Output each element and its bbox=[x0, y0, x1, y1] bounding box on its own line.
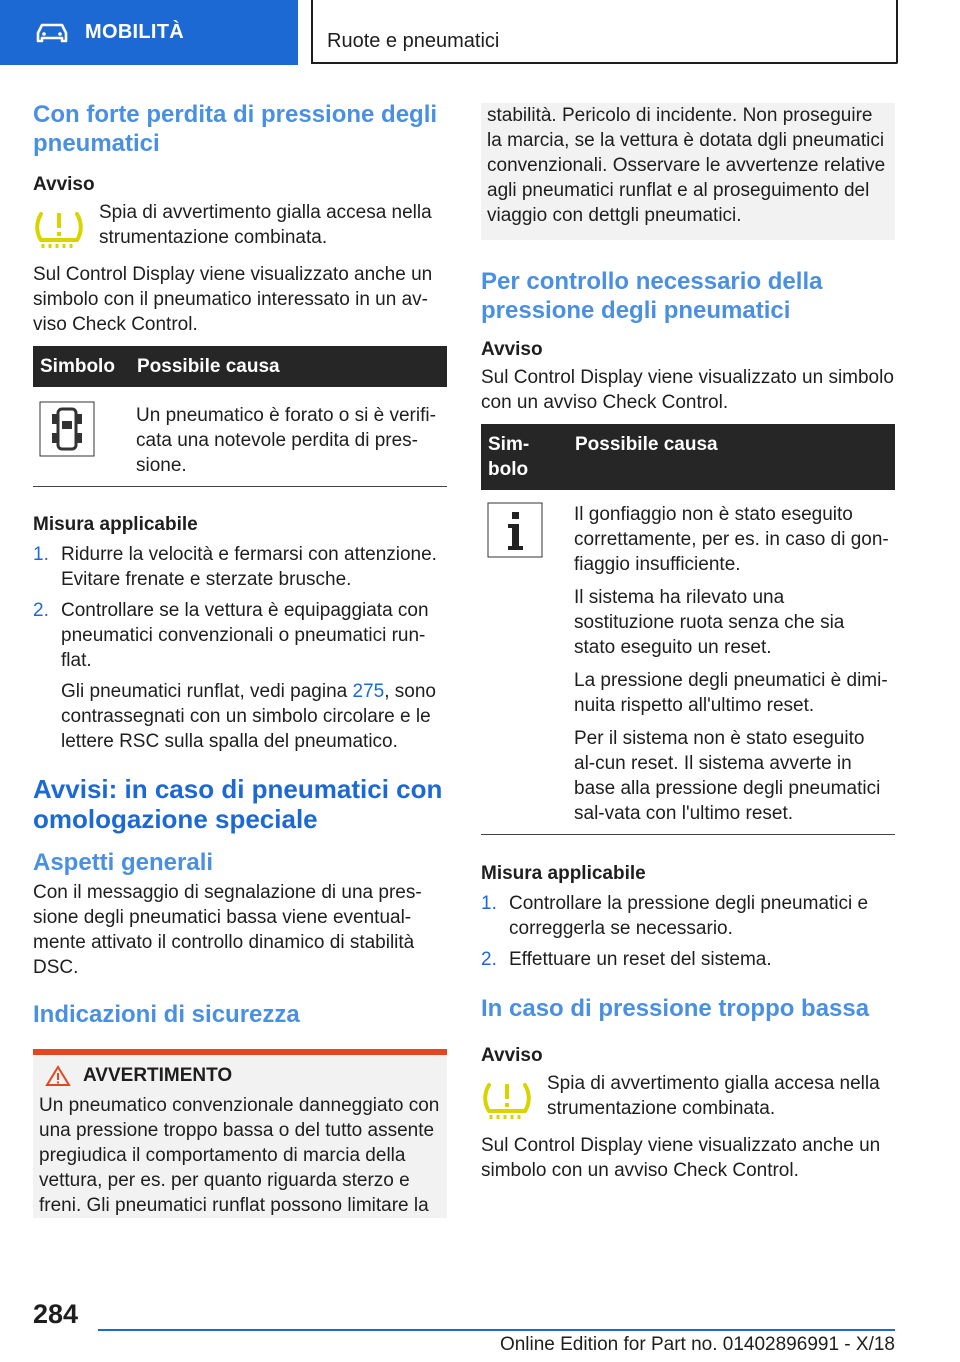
warning-title: AVVERTIMENTO bbox=[83, 1065, 233, 1086]
runflat-note: Gli pneumatici runflat, vedi pagina 275, sono contrassegnati con un simbolo circolare e le lettere RSC sulla spalla del pneumatico. bbox=[61, 681, 436, 752]
control-display-text: Sul Control Display viene visualizzato un simbolo con un avviso Check Control. bbox=[481, 367, 894, 413]
measure-steps bbox=[481, 891, 895, 972]
avviso-label: Avviso bbox=[481, 1045, 543, 1066]
table-header-symbol: Simbolo bbox=[33, 346, 130, 387]
warning-text-continued: stabilità. Pericolo di incidente. Non proseguire la marcia, se la vettura è dotata dgli pneumatici convenzionali. Osservare le avvertenze relative agli pneumatici runflat e al proseguimento del viaggio con dettgli pneumatici. bbox=[487, 105, 886, 226]
page-link[interactable]: 275 bbox=[352, 681, 385, 702]
heading-low-pressure: In caso di pressione troppo bassa bbox=[481, 995, 870, 1022]
table-row bbox=[481, 490, 895, 835]
edition-text: Online Edition for Part no. 01402896991 - X/18 bbox=[499, 1334, 895, 1355]
tire-pressure-warning-icon bbox=[481, 1071, 547, 1121]
avviso-label: Avviso bbox=[481, 339, 543, 360]
table-header-cause: Possibile causa bbox=[568, 424, 895, 490]
control-display-text: Sul Control Display viene visualizzato anche un simbolo con un avviso Check Control. bbox=[481, 1135, 881, 1181]
footer-divider bbox=[98, 1329, 895, 1331]
section-title: MOBILITÀ bbox=[85, 21, 185, 43]
list-item: 2. Controllare se la vettura è equipaggiata con pneumatici convenzionali o pneumatici run-flat. bbox=[33, 600, 429, 671]
section-tab bbox=[0, 0, 298, 65]
control-display-text: Sul Control Display viene visualizzato anche un simbolo con il pneumatico interessato in un av-viso Check Control. bbox=[33, 264, 433, 335]
warning-light-row bbox=[33, 200, 447, 250]
table-cell-cause: Il gonfiaggio non è stato eseguito correttamente, per es. in caso di gon-fiaggio insufficiente. Il sistema ha rilevato una sostituzione ruota senza che sia stato eseguito un reset. La pressione degli pneumatici è dimi-nuita rispetto all'ultimo reset. Per il sistema non è stato eseguito al-cun reset. Il sistema avverte in base alla pressione degli pneumatici sal-vata con l'ultimo reset. bbox=[568, 490, 895, 835]
table-cell-cause: Un pneumatico è forato o si è verifi-cata una notevole perdita di pres-sione. bbox=[130, 387, 447, 487]
heading-general: Aspetti generali bbox=[33, 849, 214, 876]
list-item: 1. Controllare la pressione degli pneumatici e correggerla se necessario. bbox=[481, 893, 869, 939]
car-icon bbox=[35, 22, 69, 44]
heading-pressure-loss: Con forte perdita di pressione degli pneumatici bbox=[33, 101, 438, 157]
chapter-header bbox=[311, 0, 898, 64]
info-icon bbox=[487, 502, 543, 558]
measure-steps bbox=[33, 542, 447, 673]
symbol-cause-table bbox=[481, 424, 895, 835]
warning-box-continued bbox=[481, 103, 895, 240]
table-row bbox=[33, 387, 447, 487]
warning-light-text: Spia di avvertimento gialla accesa nella strumentazione combinata. bbox=[99, 202, 432, 248]
symbol-cause-table bbox=[33, 346, 447, 487]
warning-box bbox=[33, 1049, 447, 1218]
left-column bbox=[33, 100, 447, 1218]
flat-tire-car-icon bbox=[39, 401, 95, 457]
heading-safety: Indicazioni di sicurezza bbox=[33, 1001, 300, 1028]
measure-heading: Misura applicabile bbox=[481, 863, 646, 884]
list-item: 1. Ridurre la velocità e fermarsi con attenzione. Evitare frenate e sterzate brusche. bbox=[33, 544, 437, 590]
tire-pressure-warning-icon bbox=[33, 200, 99, 250]
avviso-label: Avviso bbox=[33, 174, 95, 195]
chapter-title: Ruote e pneumatici bbox=[327, 30, 500, 52]
warning-triangle-icon bbox=[45, 1065, 71, 1087]
warning-text: Un pneumatico convenzionale danneggiato con una pressione troppo bassa o del tutto assente pregiudica il comportamento di marcia della vettura, per es. per quanto riguarda sterzo e freni. Gli pneumatici runflat possono limitare la bbox=[39, 1095, 440, 1216]
warning-light-text: Spia di avvertimento gialla accesa nella strumentazione combinata. bbox=[547, 1073, 880, 1119]
table-header-cause: Possibile causa bbox=[130, 346, 447, 387]
list-item: 2. Effettuare un reset del sistema. bbox=[481, 949, 772, 970]
right-column bbox=[481, 103, 895, 1183]
general-text: Con il messaggio di segnalazione di una pres-sione degli pneumatici bassa viene eventual-mente attivato il controllo dinamico di stabilità DSC. bbox=[33, 882, 422, 978]
measure-heading: Misura applicabile bbox=[33, 514, 198, 535]
warning-light-row bbox=[481, 1071, 895, 1121]
heading-check-pressure: Per controllo necessario della pressione degli pneumatici bbox=[481, 268, 823, 324]
table-header-symbol: Sim-bolo bbox=[481, 424, 568, 490]
page-number: 284 bbox=[33, 1299, 79, 1329]
heading-special-tires: Avvisi: in caso di pneumatici con omologazione speciale bbox=[33, 774, 443, 834]
